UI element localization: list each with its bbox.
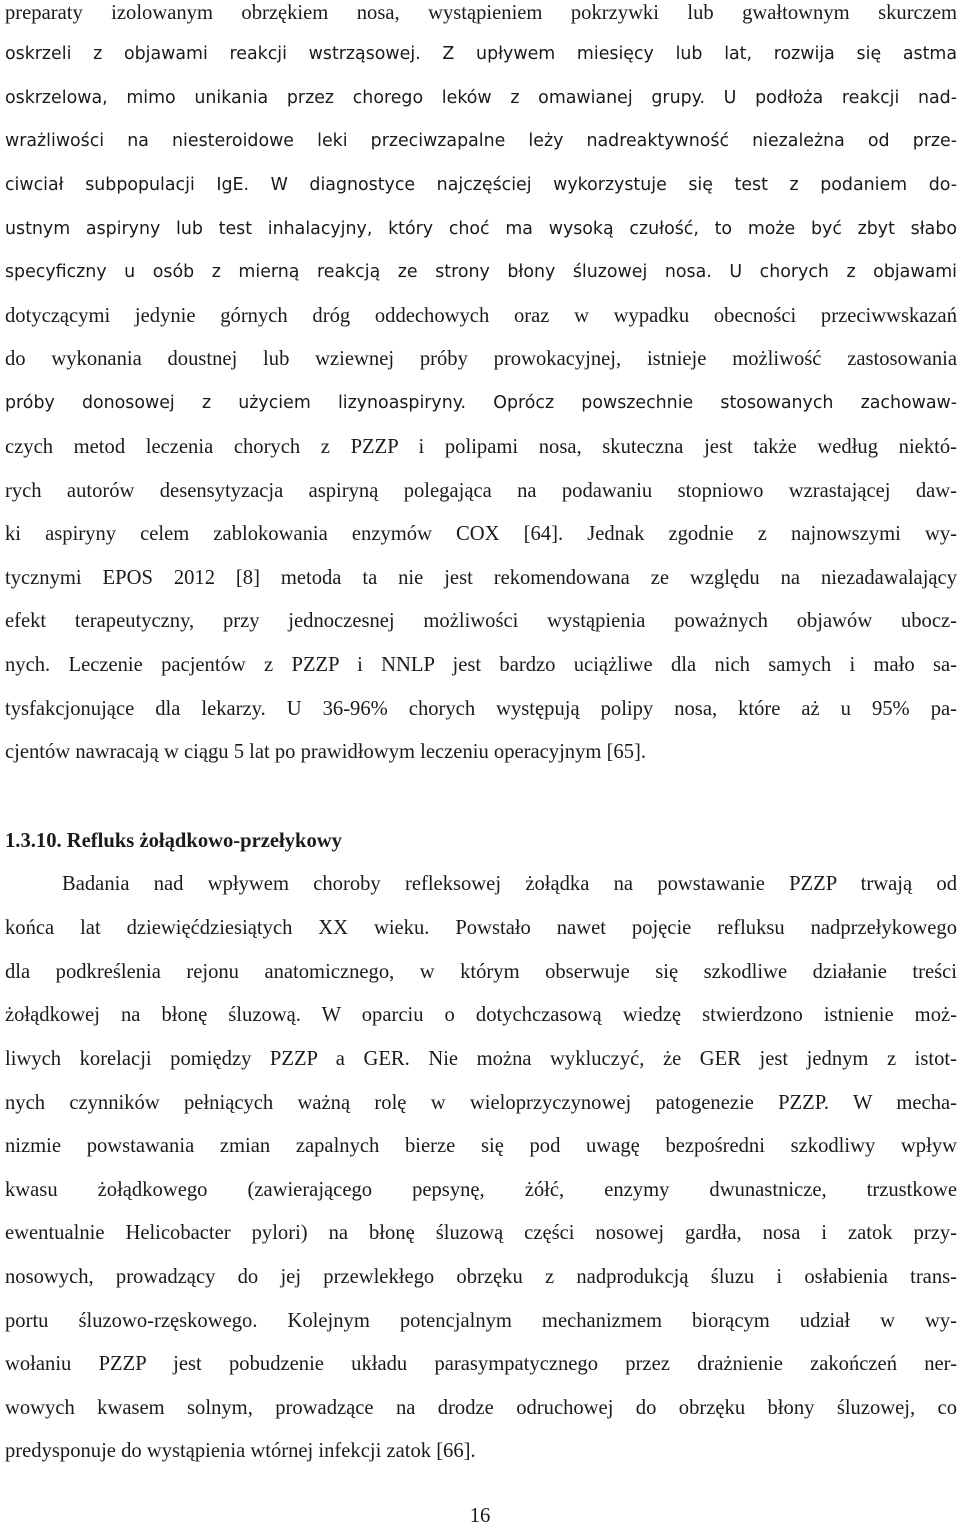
text-line: rych autorów desensytyzacja aspiryną polegająca na podawaniu stopniowo wzrastającej daw- <box>5 480 957 502</box>
text-line: ustnym aspiryny lub test inhalacyjny, który choć ma wysoką czułość, to może być zbyt słabo <box>5 219 957 239</box>
text-line: portu śluzowo-rzęskowego. Kolejnym potencjalnym mechanizmem biorącym udział w wy- <box>5 1310 957 1332</box>
text-line: próby donosowej z użyciem lizynoaspiryny. Oprócz powszechnie stosowanych zachowaw- <box>5 393 957 413</box>
text-line: czych metod leczenia chorych z PZZP i polipami nosa, skuteczna jest także według niektó- <box>5 436 957 458</box>
text-line: dotyczącymi jedynie górnych dróg oddechowych oraz w wypadku obecności przeciwwskazań <box>5 305 957 327</box>
text-line: tysfakcjonujące dla lekarzy. U 36-96% chorych występują polipy nosa, które aż u 95% pa- <box>5 698 957 720</box>
text-line: końca lat dziewięćdziesiątych XX wieku. Powstało nawet pojęcie refluksu nadprzełykowego <box>5 917 957 939</box>
section-title: Refluks żołądkowo-przełykowy <box>66 830 342 852</box>
text-line: ewentualnie Helicobacter pylori) na błonę śluzową części nosowej gardła, nosa i zatok przy- <box>5 1222 957 1244</box>
text-line: liwych korelacji pomiędzy PZZP a GER. Nie można wykluczyć, że GER jest jednym z istot- <box>5 1048 957 1070</box>
text-line: Badania nad wpływem choroby refleksowej żołądka na powstawanie PZZP trwają od <box>62 873 957 895</box>
page-number: 16 <box>469 1505 491 1527</box>
text-line: wrażliwości na niesteroidowe leki przeciwzapalne leży nadreaktywność niezależna od prze- <box>5 131 957 151</box>
text-line: preparaty izolowanym obrzękiem nosa, wystąpieniem pokrzywki lub gwałtownym skurczem <box>5 2 957 24</box>
text-line: kwasu żołądkowego (zawierającego pepsynę, żółć, enzymy dwunastnicze, trzustkowe <box>5 1179 957 1201</box>
text-line: dla podkreślenia rejonu anatomicznego, w którym obserwuje się szkodliwe działanie treści <box>5 961 957 983</box>
text-line: wowych kwasem solnym, prowadzące na drodze odruchowej do obrzęku błony śluzowej, co <box>5 1397 957 1419</box>
text-line: nych czynników pełniących ważną rolę w wieloprzyczynowej patogenezie PZZP. W mecha- <box>5 1092 957 1114</box>
text-line: oskrzeli z objawami reakcji wstrząsowej. Z upływem miesięcy lub lat, rozwija się astma <box>5 44 957 64</box>
text-line: oskrzelowa, mimo unikania przez chorego leków z omawianej grupy. U podłoża reakcji nad- <box>5 88 957 108</box>
text-line: ki aspiryny celem zablokowania enzymów COX [64]. Jednak zgodnie z najnowszymi wy- <box>5 523 957 545</box>
section-number: 1.3.10. <box>5 830 62 852</box>
text-line: nosowych, prowadzący do jej przewlekłego obrzęku z nadprodukcją śluzu i osłabienia trans- <box>5 1266 957 1288</box>
text-line: wołaniu PZZP jest pobudzenie układu parasympatycznego przez drażnienie zakończeń ner- <box>5 1353 957 1375</box>
text-line: tycznymi EPOS 2012 [8] metoda ta nie jest rekomendowana ze względu na niezadawalający <box>5 567 957 589</box>
text-line: predysponuje do wystąpienia wtórnej infekcji zatok [66]. <box>5 1440 476 1462</box>
text-line: cjentów nawracają w ciągu 5 lat po prawidłowym leczeniu operacyjnym [65]. <box>5 741 647 763</box>
section-heading <box>5 828 342 854</box>
text-line: efekt terapeutyczny, przy jednoczesnej możliwości wystąpienia poważnych objawów ubocz- <box>5 610 957 632</box>
text-line: do wykonania doustnej lub wziewnej próby prowokacyjnej, istnieje możliwość zastosowania <box>5 348 957 370</box>
text-line: żołądkowej na błonę śluzową. W oparciu o dotychczasową wiedzę stwierdzono istnienie moż- <box>5 1004 957 1026</box>
text-line: ciwciał subpopulacji IgE. W diagnostyce najczęściej wykorzystuje się test z podaniem do- <box>5 175 957 195</box>
text-line: nizmie powstawania zmian zapalnych bierze się pod uwagę bezpośredni szkodliwy wpływ <box>5 1135 957 1157</box>
text-line: specyficzny u osób z mierną reakcją ze strony błony śluzowej nosa. U chorych z objawami <box>5 262 957 282</box>
text-line: nych. Leczenie pacjentów z PZZP i NNLP jest bardzo uciążliwe dla nich samych i mało sa- <box>5 654 957 676</box>
